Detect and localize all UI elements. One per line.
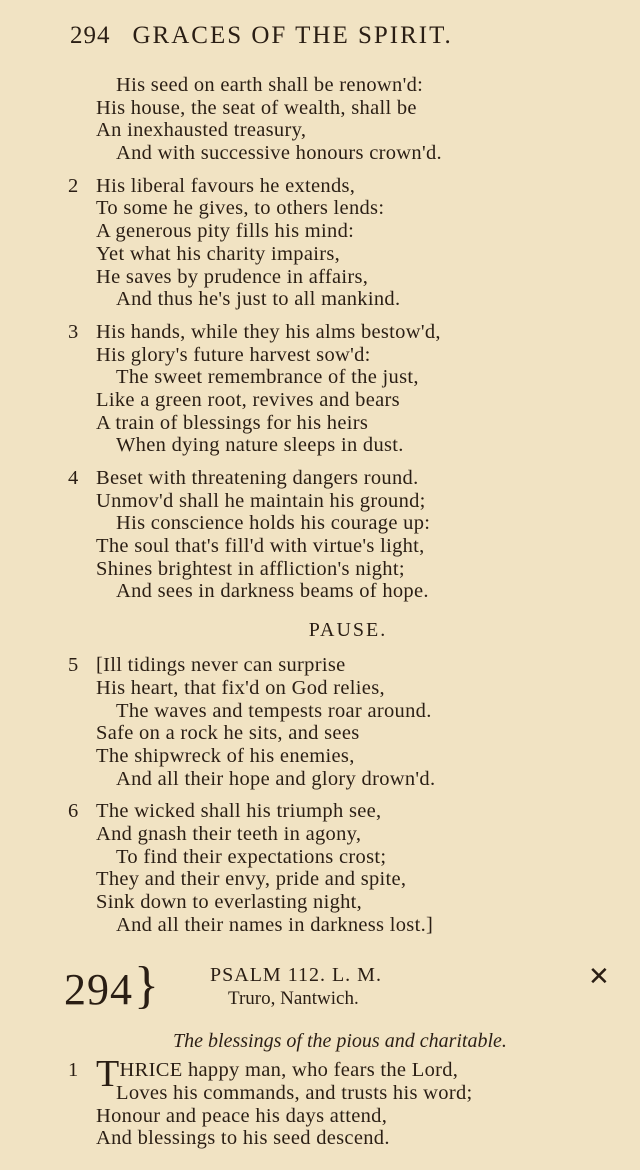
verse-line: Unmov'd shall he maintain his ground; (96, 489, 426, 512)
verse-number: 3 (68, 320, 79, 343)
verse-line: A train of blessings for his heirs (96, 411, 369, 434)
stanza-3 (68, 321, 568, 457)
verse-line: And sees in darkness beams of hope. (116, 580, 429, 603)
verse-line: And gnash their teeth in agony, (96, 822, 362, 845)
hymn-subtitle: The blessings of the pious and charitable. (173, 1030, 507, 1053)
verse-line: 4 Beset with threatening dangers round. (68, 467, 419, 489)
tune-names: Truro, Nantwich. (228, 988, 359, 1010)
verse-line: The waves and tempests roar around. (116, 699, 432, 722)
verse-line: And with successive honours crown'd. (116, 142, 442, 165)
stanza-5 (68, 654, 568, 790)
verse-line: His house, the seat of wealth, shall be (96, 96, 417, 119)
verse-line: And thus he's just to all mankind. (116, 288, 401, 311)
verse-line: His seed on earth shall be renown'd: (116, 74, 424, 96)
verse-line: To find their expectations crost; (116, 845, 387, 868)
verse-line: The soul that's fill'd with virtue's light, (96, 535, 425, 558)
page-header (70, 22, 600, 58)
ornament-icon: ✕ (588, 962, 610, 992)
drop-cap: T (96, 1053, 120, 1096)
stanza-1 (68, 1053, 568, 1150)
verse-line: Yet what his charity impairs, (96, 242, 341, 265)
verse-line: The sweet remembrance of the just, (116, 366, 419, 389)
verse-line: To some he gives, to others lends: (96, 197, 385, 220)
verse-line: And blessings to his seed descend. (96, 1127, 390, 1150)
verse-line: Sink down to everlasting night, (96, 891, 363, 913)
verse-number: 1 (68, 1059, 79, 1082)
verse-line: 6 The wicked shall his triumph see, (68, 800, 382, 823)
verse-line: 1 THRICE happy man, who fears the Lord, (68, 1053, 459, 1096)
verse-line: And all their names in darkness lost.] (116, 913, 434, 936)
verse-line: They and their envy, pride and spite, (96, 868, 407, 891)
verse-line: Shines brightest in affliction's night; (96, 557, 405, 580)
running-title: GRACES OF THE SPIRIT. (132, 22, 453, 49)
stanza-2 (68, 175, 568, 311)
psalm-title: PSALM 112. L. M. (210, 964, 382, 987)
verse-number: 6 (68, 800, 79, 823)
verse-line: And all their hope and glory drown'd. (116, 767, 436, 790)
hymn-number: 294 (64, 965, 133, 1015)
page-number: 294 (70, 22, 111, 49)
verse-line: Honour and peace his days attend, (96, 1104, 388, 1127)
verse-line: Loves his commands, and trusts his word; (116, 1082, 473, 1105)
verse-line: His heart, that fix'd on God relies, (96, 676, 385, 699)
verse-line: 5 [Ill tidings never can surprise (68, 654, 346, 677)
hymn-text (64, 74, 610, 1150)
verse-line: The shipwreck of his enemies, (96, 744, 355, 767)
verse-number: 2 (68, 174, 79, 197)
hymn-heading (64, 957, 610, 1026)
verse-number: 5 (68, 654, 79, 677)
stanza-6 (68, 800, 568, 936)
verse-line: His conscience holds his courage up: (116, 512, 431, 535)
verse-line: An inexhausted treasury, (96, 119, 307, 142)
verse-number: 4 (68, 467, 79, 489)
verse-line: A generous pity fills his mind: (96, 220, 355, 243)
pause-heading: PAUSE. (308, 619, 388, 642)
verse-line: 2 His liberal favours he extends, (68, 174, 356, 197)
verse-line: 3 His hands, while they his alms bestow'd, (68, 320, 441, 343)
verse-line: He saves by prudence in affairs, (96, 265, 369, 288)
verse-line: Safe on a rock he sits, and sees (96, 722, 360, 745)
stanza-4 (68, 467, 568, 603)
brace-glyph: } (134, 957, 159, 1015)
verse-line: When dying nature sleeps in dust. (116, 434, 404, 457)
stanza-continued (68, 74, 568, 165)
verse-line: His glory's future harvest sow'd: (96, 343, 371, 366)
verse-line: Like a green root, revives and bears (96, 388, 400, 411)
